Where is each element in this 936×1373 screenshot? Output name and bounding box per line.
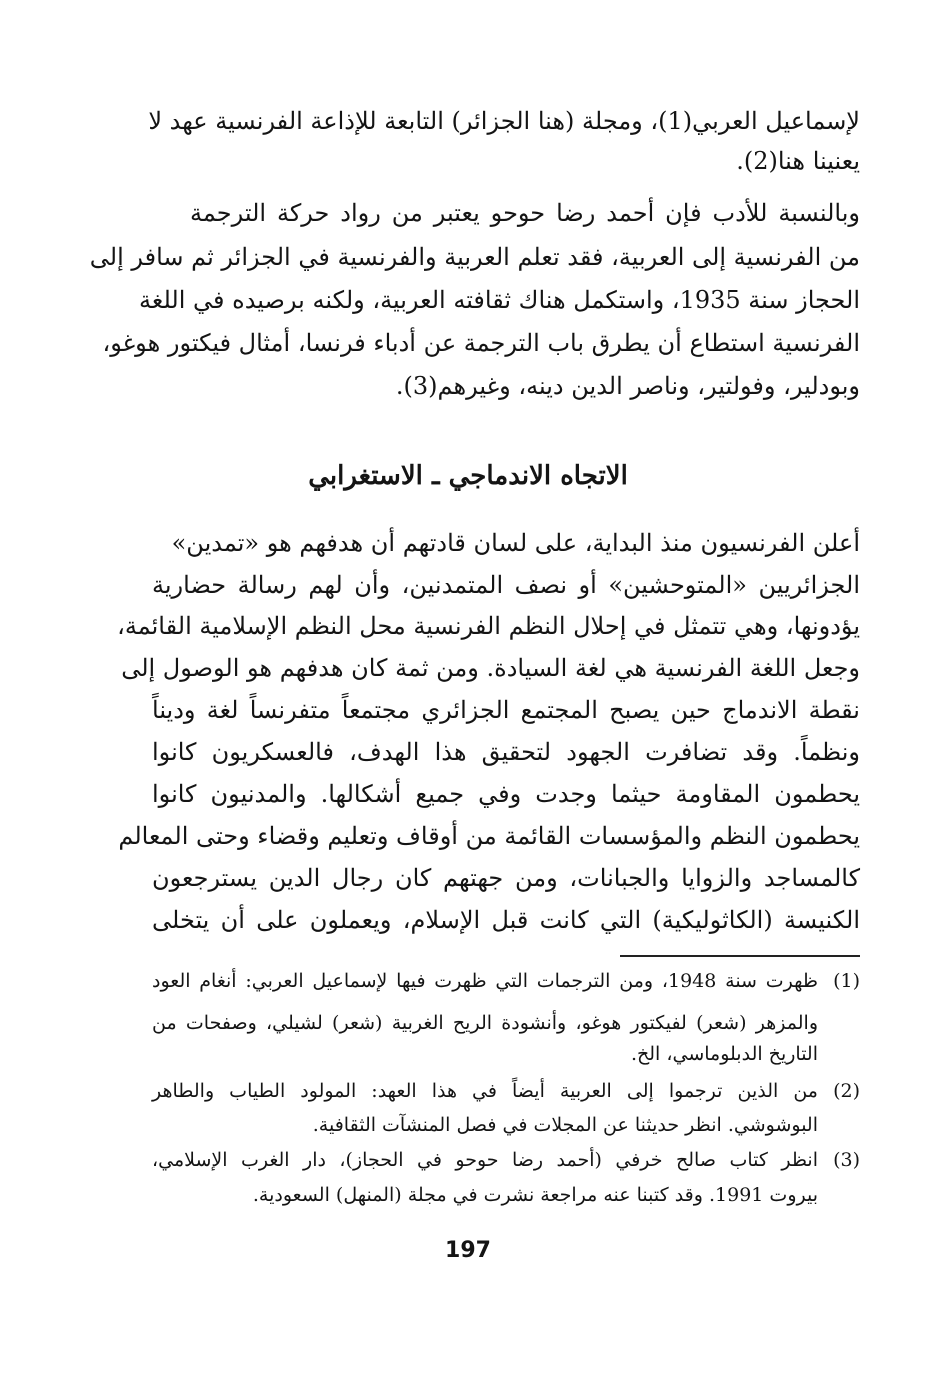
- paragraph-3-line: يحطمون النظم والمؤسسات القائمة من أوقاف وتعليم وقضاء وحتى المعالم: [118, 822, 860, 850]
- paragraph-2-line: الفرنسية استطاع أن يطرق باب الترجمة عن أدباء فرنسا، أمثال فيكتور هوغو،: [102, 329, 860, 357]
- paragraph-1-line: يعنينا هنا(2).: [736, 147, 860, 175]
- paragraph-3-line: أعلن الفرنسيون منذ البداية، على لسان قادتهم أن هدفهم هو «تمدين»: [171, 529, 860, 557]
- footnote-2-line: [152, 1110, 860, 1141]
- footnote-2-text: البوشوشي. انظر حديثنا عن المجلات في فصل المنشآت الثقافية.: [312, 1114, 818, 1136]
- footnote-1-text: ظهرت سنة 1948، ومن الترجمات التي ظهرت فيها لإسماعيل العربي: أنغام العود: [152, 970, 819, 992]
- paragraph-2-line: وبودلير، وفولتير، وناصر الدين دينه، وغيرهم(3).: [395, 372, 860, 400]
- footnote-1-line: [152, 966, 860, 997]
- paragraph-3-line: ونظماً. وقد تضافرت الجهود لتحقيق هذا الهدف، فالعسكريون كانوا: [152, 738, 860, 766]
- footnote-2-number: (2): [833, 1080, 860, 1102]
- paragraph-1-line: لإسماعيل العربي(1)، ومجلة (هنا الجزائر) التابعة للإذاعة الفرنسية عهد لا: [148, 107, 860, 135]
- footnote-3-number: (3): [833, 1149, 860, 1171]
- paragraph-3-line: يحطمون المقاومة حيثما وجدت وفي جميع أشكالها. والمدنيون كانوا: [152, 780, 860, 808]
- page-number: 197: [445, 1238, 491, 1263]
- footnote-1-line: [152, 1039, 860, 1070]
- footnote-1-line: [152, 1008, 860, 1039]
- footnote-3-text: بيروت 1991. وقد كتبنا عنه مراجعة نشرت في مجلة (المنهل) السعودية.: [252, 1184, 818, 1206]
- paragraph-3-line: نقطة الاندماج حين يصبح المجتمع الجزائري مجتمعاً متفرنساً لغة وديناً: [152, 696, 860, 724]
- footnote-1-number: (1): [833, 970, 860, 992]
- footnote-1-text: التاريخ الدبلوماسي، الخ.: [630, 1043, 818, 1065]
- footnote-2-text: من الذين ترجموا إلى العربية أيضاً في هذا العهد: المولود الطياب والطاهر: [152, 1080, 818, 1102]
- paragraph-3-line: الجزائريين «المتوحشين» أو نصف المتمدنين، وأن لهم رسالة حضارية: [152, 571, 860, 599]
- paragraph-3-line: الكنيسة (الكاثوليكية) التي كانت قبل الإسلام، ويعملون على أن يتخلى: [152, 906, 860, 934]
- paragraph-3-line: كالمساجد والزوايا والجبانات، ومن جهتهم كان رجال الدين يسترجعون: [152, 864, 860, 892]
- paragraph-3-line: يؤدونها، وهي تتمثل في إحلال النظم الفرنسية محل النظم الإسلامية القائمة،: [117, 612, 860, 640]
- footnote-1-text: والمزهر (شعر) لفيكتور هوغو، وأنشودة الريح الغربية (شعر) لشيلي، وصفحات من: [152, 1012, 818, 1034]
- section-heading: الاتجاه الاندماجي ـ الاستغرابي: [308, 461, 628, 491]
- paragraph-2-line: الحجاز سنة 1935، واستكمل هناك ثقافته العربية، ولكنه برصيده في اللغة: [139, 286, 860, 314]
- footnote-3-line: [152, 1145, 860, 1176]
- paragraph-3-line: وجعل اللغة الفرنسية هي لغة السيادة. ومن ثمة كان هدفهم هو الوصول إلى: [121, 654, 860, 682]
- footnote-2-line: [152, 1076, 860, 1107]
- footnote-3-text: انظر كتاب صالح خرفي (أحمد رضا حوحو في الحجاز)، دار الغرب الإسلامي،: [152, 1149, 818, 1171]
- footnote-separator: [620, 955, 860, 957]
- paragraph-2-line: وبالنسبة للأدب فإن أحمد رضا حوحو يعتبر من رواد حركة الترجمة: [190, 199, 860, 227]
- footnote-3-line: [152, 1180, 860, 1211]
- paragraph-2-line: من الفرنسية إلى العربية، فقد تعلم العربية والفرنسية في الجزائر ثم سافر إلى: [89, 243, 860, 271]
